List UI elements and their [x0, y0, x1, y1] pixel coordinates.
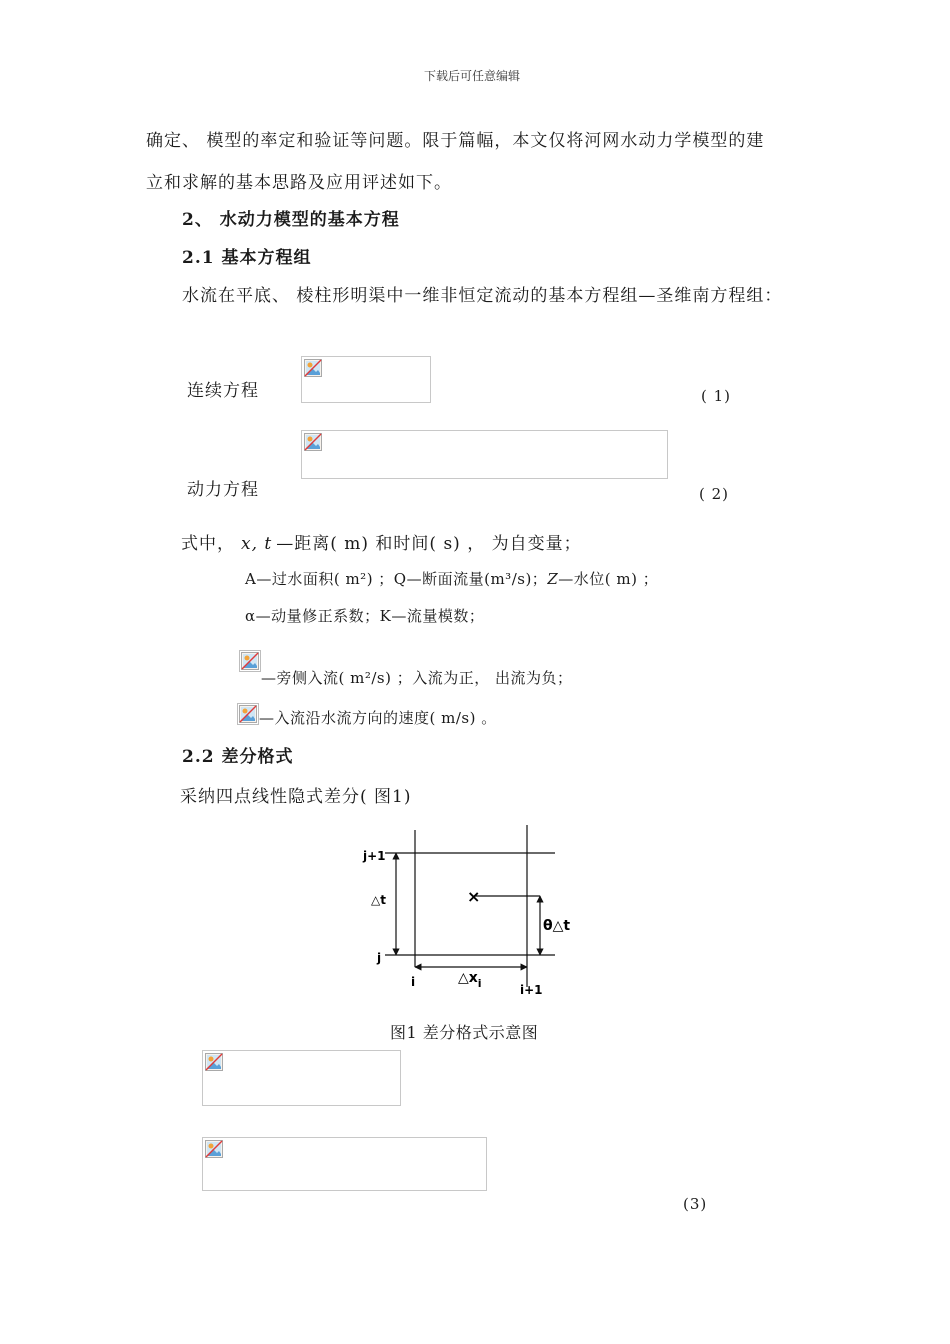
inline-formula-q [239, 650, 261, 672]
variables-a-part2: —水位( m) ； [558, 570, 659, 588]
broken-image-icon [304, 359, 322, 377]
eq1-image [301, 356, 431, 403]
intro-line-1: 确定、 模型的率定和验证等问题。限于篇幅，本文仅将河网水动力学模型的建 [146, 131, 765, 151]
variables-line-c: —旁侧入流( m²/s) ；入流为正， 出流为负； [261, 669, 573, 687]
section-2-2-text: 采纳四点线性隐式差分( 图1) [180, 787, 412, 807]
variables-x-t: x, t [241, 534, 273, 554]
variables-line-a [245, 568, 658, 589]
difference-scheme-figure [355, 822, 575, 1002]
eq3-number: (3) [683, 1195, 708, 1213]
label-delta-x [458, 970, 482, 990]
variables-intro [181, 529, 582, 554]
broken-image-icon [205, 1053, 223, 1071]
page-header: 下载后可任意编辑 [424, 69, 521, 83]
inline-formula-v [237, 703, 259, 725]
variables-a-part1: A—过水面积( m²) ；Q—断面流量(m³/s)； [245, 570, 548, 588]
eq2-number: ( 2) [699, 485, 730, 503]
eq2-label: 动力方程 [187, 480, 259, 500]
intro-line-2: 立和求解的基本思路及应用评述如下。 [146, 173, 452, 193]
label-delta-x-sub: i [477, 977, 482, 990]
eq3-image-b [202, 1137, 487, 1191]
broken-image-icon [304, 433, 322, 451]
eq2-image [301, 430, 668, 479]
variables-rest: —距离( m) 和时间( s) ， 为自变量； [276, 534, 582, 554]
label-delta-x-main: △x [458, 970, 478, 986]
eq1-label: 连续方程 [187, 381, 259, 401]
variables-line-d: —入流沿水流方向的速度( m/s) 。 [259, 709, 497, 727]
label-theta-delta-t: θ△t [543, 918, 571, 934]
section-2-heading: 2、 水动力模型的基本方程 [182, 210, 400, 230]
eq3-image-a [202, 1050, 401, 1106]
cross-mark: × [467, 887, 481, 906]
label-i: i [411, 975, 416, 989]
section-2-1-text: 水流在平底、 棱柱形明渠中一维非恒定流动的基本方程组—圣维南方程组： [182, 286, 783, 306]
variables-prefix: 式中， [181, 534, 235, 554]
figure-caption: 图1 差分格式示意图 [390, 1023, 539, 1042]
broken-image-icon [239, 705, 257, 723]
section-2-2-heading: 2.2 差分格式 [182, 747, 294, 767]
label-delta-t: △t [371, 893, 386, 907]
broken-image-icon [241, 652, 259, 670]
label-j-plus-1: j+1 [363, 849, 386, 863]
label-i-plus-1: i+1 [520, 983, 543, 997]
eq1-number: ( 1) [701, 387, 732, 405]
broken-image-icon [205, 1140, 223, 1158]
variables-line-b: α—动量修正系数；K—流量模数； [245, 607, 485, 625]
section-2-1-heading: 2.1 基本方程组 [182, 248, 312, 268]
label-j: j [377, 951, 382, 965]
variables-z: Z [547, 570, 559, 588]
